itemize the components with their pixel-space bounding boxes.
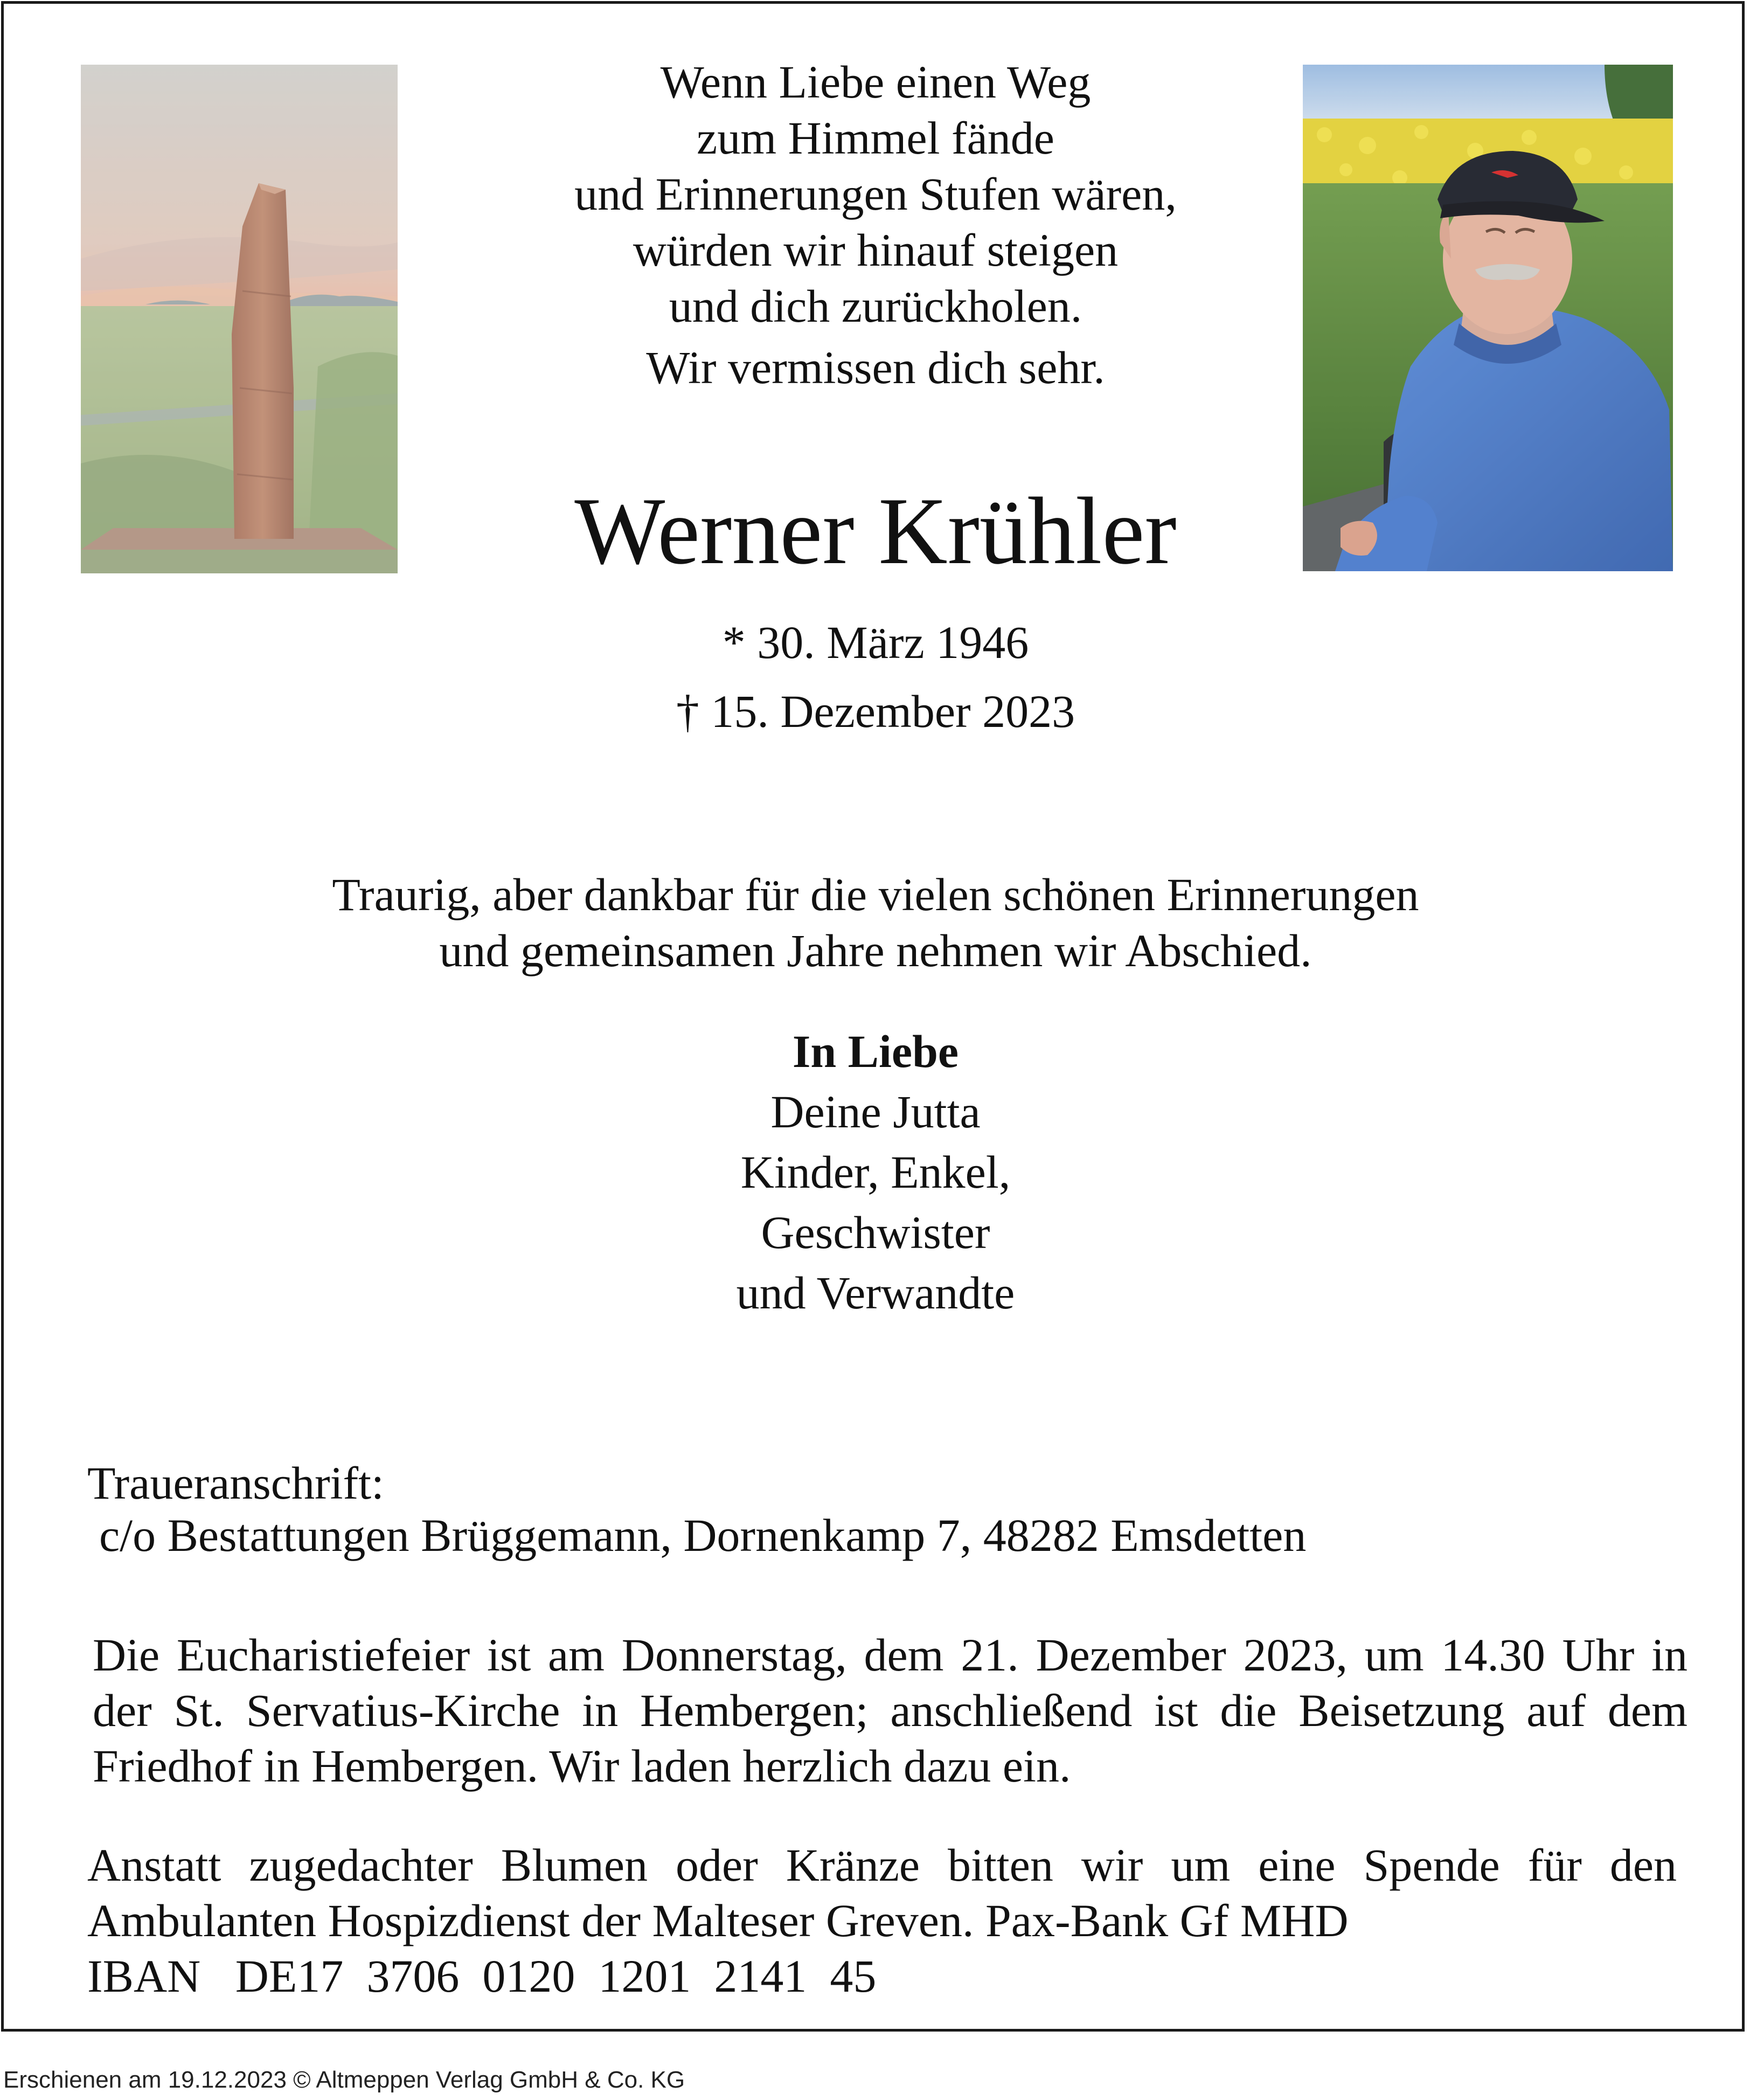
family-line: Deine Jutta <box>770 1086 981 1138</box>
service-line: Die Eucharistiefeier ist am Donnerstag, dem 21. Dezember 2023, um 14.30 Uhr in <box>93 1629 1688 1681</box>
farewell-text <box>162 867 1589 979</box>
poem <box>485 54 1266 334</box>
family-signature <box>485 1021 1266 1323</box>
poem-line: zum Himmel fände <box>697 112 1054 164</box>
donation-info <box>87 1838 1677 2004</box>
birth-date: * 30. März 1946 <box>722 616 1029 668</box>
address-label: Traueranschrift: <box>87 1457 384 1509</box>
donation-line: Anstatt zugedachter Blumen oder Kränze bitten wir um eine Spende für den <box>87 1839 1677 1891</box>
family-heading: In Liebe <box>792 1025 959 1077</box>
farewell-line: und gemeinsamen Jahre nehmen wir Abschied. <box>439 925 1312 976</box>
service-line: Friedhof in Hembergen. Wir laden herzlich dazu ein. <box>93 1740 1071 1792</box>
monument-photo <box>81 65 398 573</box>
address-value: c/o Bestattungen Brüggemann, Dornenkamp 7, 48282 Emsdetten <box>99 1509 1307 1561</box>
poem-line: und dich zurückholen. <box>669 280 1082 332</box>
poem-line: und Erinnerungen Stufen wären, <box>574 168 1177 220</box>
family-line: und Verwandte <box>736 1267 1015 1319</box>
family-line: Kinder, Enkel, <box>740 1146 1011 1198</box>
donation-line: Ambulanten Hospizdienst der Malteser Greven. Pax-Bank Gf MHD <box>87 1895 1349 1946</box>
publication-footer: Erschienen am 19.12.2023 © Altmeppen Verlag GmbH & Co. KG <box>3 2067 685 2093</box>
death-date: † 15. Dezember 2023 <box>676 685 1075 737</box>
poem-line: würden wir hinauf steigen <box>633 224 1119 276</box>
poem-line: Wenn Liebe einen Weg <box>660 56 1091 108</box>
iban-line: IBAN DE17 3706 0120 1201 2141 45 <box>87 1950 877 2002</box>
farewell-line: Traurig, aber dankbar für die vielen schönen Erinnerungen <box>332 869 1419 920</box>
family-line: Geschwister <box>761 1207 990 1258</box>
service-info <box>93 1627 1688 1794</box>
miss-you-line: Wir vermissen dich sehr. <box>646 342 1105 393</box>
deceased-name: Werner Krühler <box>574 477 1177 584</box>
service-line: der St. Servatius-Kirche in Hembergen; anschließend ist die Beisetzung auf dem <box>93 1685 1688 1736</box>
